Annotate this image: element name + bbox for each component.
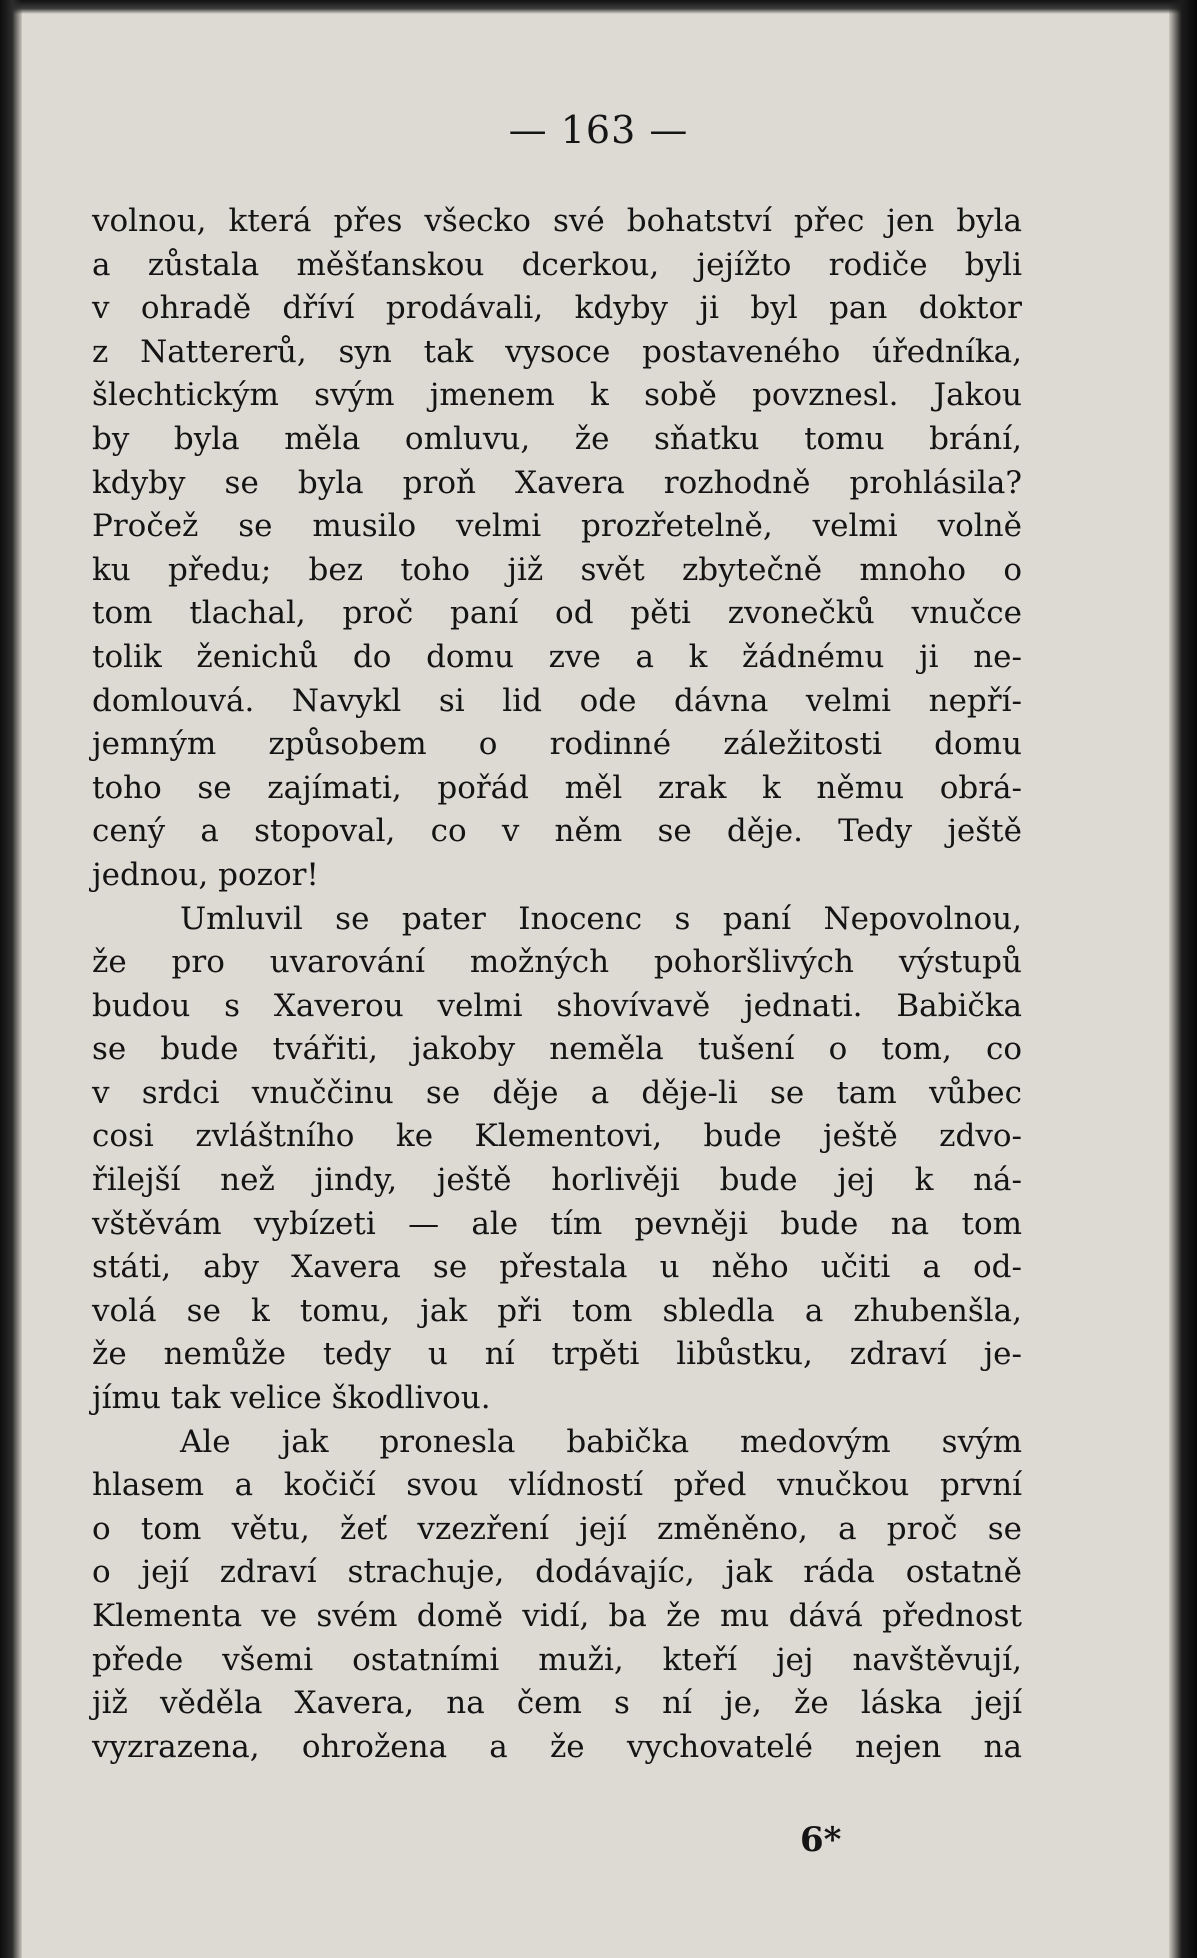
text-line: domlouvá. Navykl si lid ode dávna velmi nepří- <box>92 682 1022 719</box>
text-line: budou s Xaverou velmi shovívavě jednati. Babička <box>92 987 1022 1024</box>
text-line: Ale jak pronesla babička medovým svým <box>180 1423 1022 1460</box>
text-line: státi, aby Xavera se přestala u něho učiti a od- <box>92 1249 1022 1286</box>
text-line: kdyby se byla proň Xavera rozhodně prohlásila? <box>92 464 1022 501</box>
text-line: Pročež se musilo velmi prozřetelně, velmi volně <box>92 508 1022 545</box>
text-line: řilejší než jindy, ještě horlivěji bude jej k ná- <box>92 1162 1022 1199</box>
text-line: vštěvám vybízeti — ale tím pevněji bude na tom <box>92 1205 1022 1242</box>
text-line: cený a stopoval, co v něm se děje. Tedy ještě <box>92 813 1022 850</box>
right-edge <box>1169 0 1197 1958</box>
text-line: volnou, která přes všecko své bohatství přec jen byla <box>92 203 1022 239</box>
text-line: z Nattererů, syn tak vysoce postaveného úředníka, <box>92 333 1022 370</box>
text-line: volá se k tomu, jak při tom sbledla a zhubenšla, <box>92 1292 1022 1329</box>
text-line: se bude tvářiti, jakoby neměla tušení o tom, co <box>92 1031 1022 1068</box>
text-line: přede všemi ostatními muži, kteří jej navštěvují, <box>92 1641 1022 1678</box>
text-line: jímu tak velice škodlivou. <box>92 1380 491 1417</box>
top-edge <box>0 0 1197 14</box>
text-line: v srdci vnuččinu se děje a děje-li se tam vůbec <box>92 1074 1022 1111</box>
text-line: šlechtickým svým jmenem k sobě povznesl. Jakou <box>92 377 1022 414</box>
text-line: tolik ženichů do domu zve a k žádnému ji ne- <box>92 638 1022 675</box>
text-line: Umluvil se pater Inocenc s paní Nepovolnou, <box>180 900 1022 937</box>
text-line: jemným způsobem o rodinné záležitosti domu <box>92 726 1022 763</box>
text-line: cosi zvláštního ke Klementovi, bude ještě zdvo- <box>92 1118 1022 1155</box>
text-line: by byla měla omluvu, že sňatku tomu brání, <box>92 420 1022 457</box>
text-line: tom tlachal, proč paní od pěti zvonečků vnučce <box>92 595 1022 632</box>
binding-edge <box>0 0 22 1958</box>
text-line: o tom větu, žeť vzezření její změněno, a proč se <box>92 1510 1022 1547</box>
text-line: a zůstala měšťanskou dcerkou, jejížto rodiče byli <box>92 246 1022 283</box>
text-line: v ohradě dříví prodávali, kdyby ji byl pan doktor <box>92 290 1022 327</box>
signature-mark: 6* <box>800 1820 842 1860</box>
text-line: Klementa ve svém domě vidí, ba že mu dává přednost <box>92 1598 1022 1634</box>
text-line: již věděla Xavera, na čem s ní je, že láska její <box>92 1685 1022 1722</box>
text-line: hlasem a kočičí svou vlídností před vnučkou první <box>92 1467 1022 1504</box>
page-number: — 163 — <box>508 108 689 152</box>
body-text <box>92 200 1022 1769</box>
text-line: toho se zajímati, pořád měl zrak k němu obrá- <box>92 769 1022 806</box>
text-line: že pro uvarování možných pohoršlivých výstupů <box>92 944 1022 981</box>
text-line: o její zdraví strachuje, dodávajíc, jak ráda ostatně <box>92 1554 1022 1591</box>
text-line: ku předu; bez toho již svět zbytečně mnoho o <box>92 551 1022 588</box>
text-line: jednou, pozor! <box>92 856 319 893</box>
text-line: že nemůže tedy u ní trpěti libůstku, zdraví je- <box>92 1336 1022 1373</box>
text-line: vyzrazena, ohrožena a že vychovatelé nejen na <box>92 1728 1022 1765</box>
